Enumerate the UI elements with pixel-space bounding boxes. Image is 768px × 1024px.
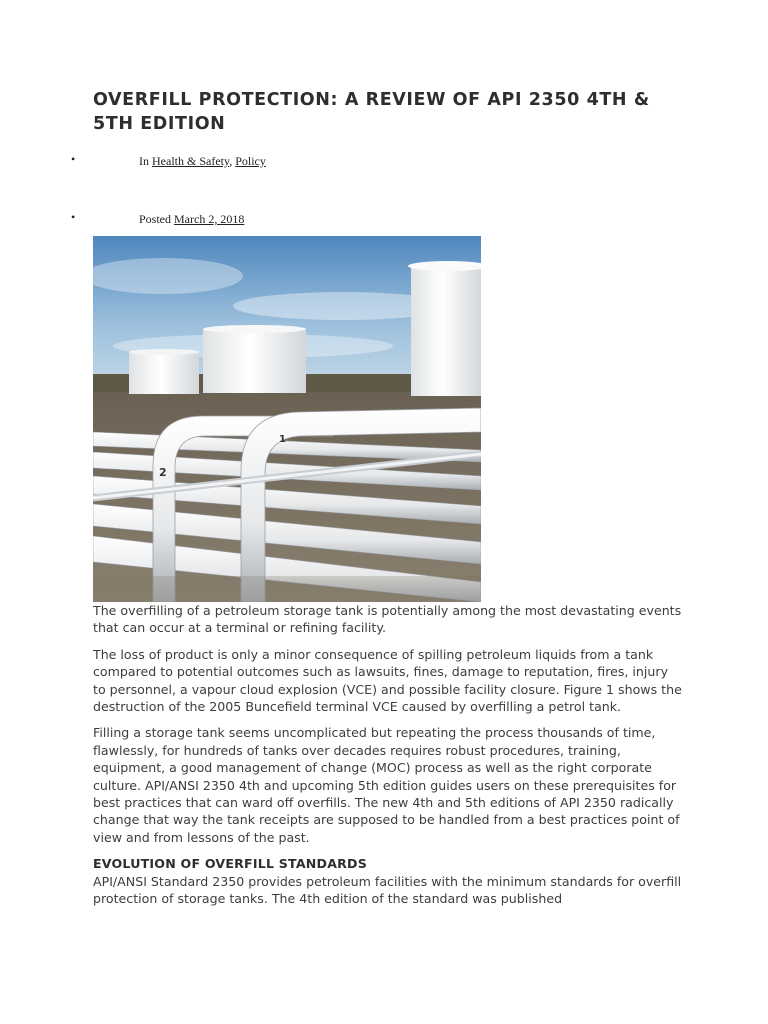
pipe-label-2: 2 bbox=[159, 466, 167, 479]
hero-image-storage-tanks bbox=[93, 236, 481, 602]
paragraph: Filling a storage tank seems uncomplicated but repeating the process thousands of time, flawlessly, for hundreds of tanks over decades requires robust procedures, training, equipment, a good management of change (MOC) process as well as the right corporate culture. API/ANSI 2350 4th and upcoming 5th edition guides users on these prerequisites for best practices that can ward off overfills. The new 4th and 5th editions of API 2350 radically change that way the tank receipts are supposed to be handled from a best practices point of view and from lessons of the past. bbox=[93, 725, 680, 845]
pipe-label-1: 1 bbox=[279, 434, 286, 445]
section-heading: EVOLUTION OF OVERFILL STANDARDS bbox=[93, 856, 367, 872]
paragraph: The loss of product is only a minor consequence of spilling petroleum liquids from a tank compared to potential outcomes such as lawsuits, fines, damage to reputation, fires, injury to personnel, a vapour cloud explosion (VCE) and possible facility closure. Figure 1 shows the destruction of the 2005 Buncefield terminal VCE caused by overfilling a petrol tank. bbox=[93, 646, 682, 715]
category-separator: , bbox=[229, 154, 233, 168]
paragraph: The overfilling of a petroleum storage tank is potentially among the most devastating events that can occur at a terminal or refining facility. bbox=[93, 603, 682, 636]
posted-prefix: Posted bbox=[139, 212, 172, 226]
article bbox=[71, 88, 683, 907]
categories-prefix: In bbox=[139, 154, 149, 168]
paragraph: API/ANSI Standard 2350 provides petroleum facilities with the minimum standards for overfill protection of storage tanks. The 4th edition of the standard was published bbox=[93, 873, 682, 907]
category-link-policy[interactable]: Policy bbox=[235, 154, 266, 168]
bullet-icon: • bbox=[71, 152, 76, 166]
article-title: OVERFILL PROTECTION: A REVIEW OF API 2350 4TH & 5TH EDITION bbox=[93, 90, 650, 134]
category-link-health-safety[interactable]: Health & Safety bbox=[152, 154, 230, 168]
posted-date-link[interactable]: March 2, 2018 bbox=[174, 212, 245, 226]
article-body bbox=[93, 602, 683, 917]
bullet-icon: • bbox=[71, 210, 76, 224]
